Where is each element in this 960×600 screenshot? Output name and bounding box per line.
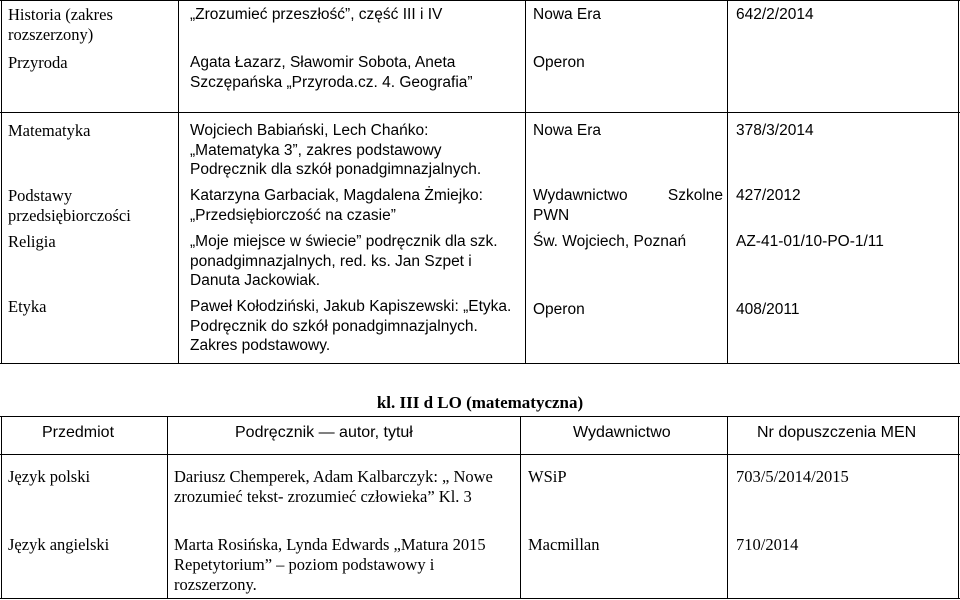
column-header-publisher: Wydawnictwo bbox=[573, 424, 671, 441]
subject-cell: Język angielski bbox=[8, 535, 110, 554]
subject-cell: Etyka bbox=[8, 297, 47, 316]
table1-col-line bbox=[958, 0, 959, 364]
publisher-cell: WSiP bbox=[528, 467, 567, 486]
publisher-cell: Wydawnictwo Szkolne PWN bbox=[533, 187, 723, 224]
number-cell: 703/5/2014/2015 bbox=[736, 467, 849, 486]
publisher-cell: Św. Wojciech, Poznań bbox=[533, 233, 687, 250]
publisher-cell: Operon bbox=[533, 54, 585, 71]
publisher-cell: Operon bbox=[533, 301, 585, 318]
column-header-subject: Przedmiot bbox=[42, 424, 115, 441]
subject-cell: Podstawy przedsiębiorczości bbox=[8, 186, 131, 225]
number-cell: AZ-41-01/10-PO-1/11 bbox=[736, 233, 884, 250]
number-cell: 378/3/2014 bbox=[736, 122, 814, 139]
book-cell: „Zrozumieć przeszłość”, część III i IV bbox=[190, 6, 443, 23]
book-cell: Dariusz Chemperek, Adam Kalbarczyk: „ Nowe zrozumieć tekst- zrozumieć człowieka” Kl. 3 bbox=[174, 467, 493, 506]
table2-bottom-border bbox=[0, 598, 960, 599]
table1-top-border bbox=[0, 0, 960, 1]
subject-cell: Religia bbox=[8, 232, 56, 251]
table2-top-border bbox=[0, 416, 960, 417]
table1-col-line bbox=[525, 0, 526, 364]
book-cell: „Moje miejsce w świecie” podręcznik dla szk. ponadgimnazjalnych, red. ks. Jan Szpet i Danuta Jackowiak. bbox=[190, 233, 498, 289]
table2-col-line bbox=[520, 416, 521, 599]
subject-cell: Język polski bbox=[8, 467, 91, 486]
table2-header-divider bbox=[0, 454, 960, 455]
book-cell: Agata Łazarz, Sławomir Sobota, Aneta Szczępańska „Przyroda.cz. 4. Geografia” bbox=[190, 54, 473, 91]
subject-cell: Matematyka bbox=[8, 121, 91, 140]
book-cell: Wojciech Babiański, Lech Chańko: „Matematyka 3”, zakres podstawowy Podręcznik dla szkół ponadgimnazjalnych. bbox=[190, 122, 482, 178]
book-cell: Marta Rosińska, Lynda Edwards „Matura 2015 Repetytorium” – poziom podstawowy i rozszerzony. bbox=[174, 535, 486, 594]
column-header-number: Nr dopuszczenia MEN bbox=[757, 424, 917, 441]
table2-col-line bbox=[1, 416, 2, 599]
table2-col-line bbox=[727, 416, 728, 599]
table1-col-line bbox=[727, 0, 728, 364]
number-cell: 408/2011 bbox=[736, 301, 800, 318]
number-cell: 710/2014 bbox=[736, 535, 799, 554]
table2-col-line bbox=[958, 416, 959, 599]
publisher-cell: Nowa Era bbox=[533, 122, 602, 139]
subject-cell: Przyroda bbox=[8, 53, 68, 72]
number-cell: 642/2/2014 bbox=[736, 6, 814, 23]
table1-row-divider bbox=[0, 112, 960, 113]
subject-cell: Historia (zakres rozszerzony) bbox=[8, 5, 113, 44]
table1-col-line bbox=[178, 0, 179, 364]
publisher-cell: Nowa Era bbox=[533, 6, 602, 23]
publisher-cell: Macmillan bbox=[528, 535, 600, 554]
class-section-title: kl. III d LO (matematyczna) bbox=[376, 393, 584, 412]
book-cell: Katarzyna Garbaciak, Magdalena Żmiejko: „Przedsiębiorczość na czasie” bbox=[190, 187, 483, 224]
book-cell: Paweł Kołodziński, Jakub Kapiszewski: „Etyka. Podręcznik do szkół ponadgimnazjalnych. Zakres podstawowy. bbox=[190, 298, 512, 354]
table1-col-line bbox=[1, 0, 2, 364]
table2-col-line bbox=[167, 416, 168, 599]
column-header-book: Podręcznik — autor, tytuł bbox=[235, 424, 413, 441]
number-cell: 427/2012 bbox=[736, 187, 801, 204]
table1-bottom-border bbox=[0, 363, 960, 364]
